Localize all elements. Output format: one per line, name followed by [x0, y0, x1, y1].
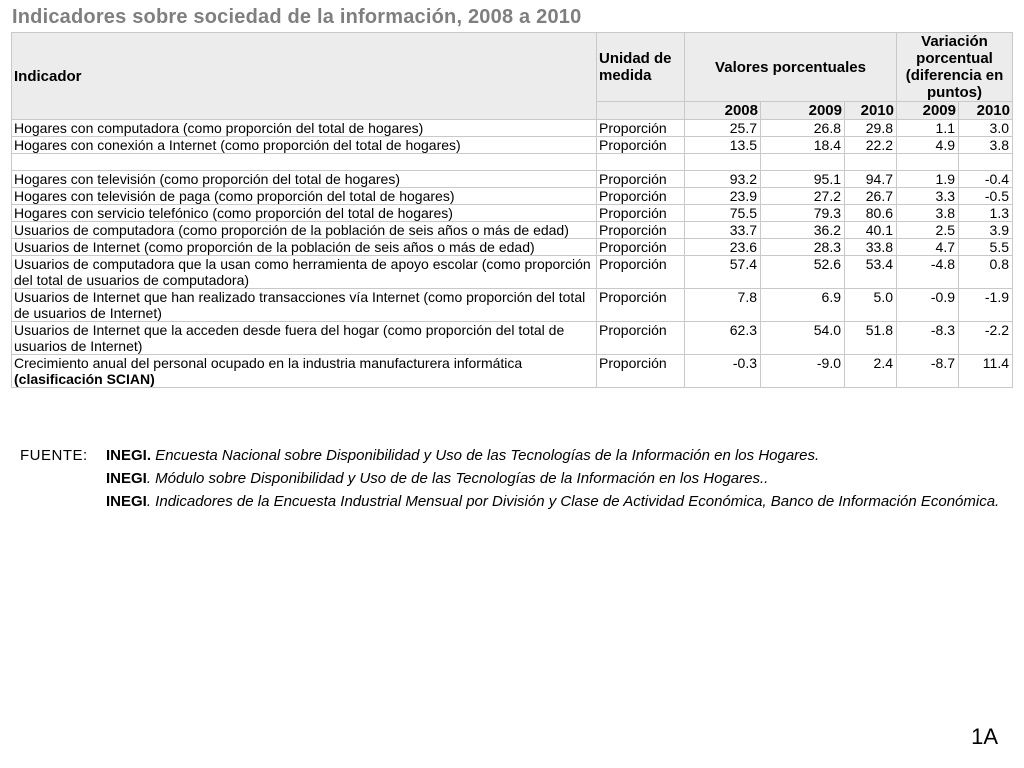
- value-2010-cell: 40.1: [845, 222, 897, 239]
- value-2009-cell: 6.9: [761, 289, 845, 322]
- unidad-cell: Proporción: [597, 120, 685, 137]
- source-org: INEGI: [106, 470, 147, 487]
- source-entry-text: [106, 470, 1010, 487]
- value-2010-cell: 53.4: [845, 256, 897, 289]
- diff-2009-cell: -8.3: [897, 322, 959, 355]
- source-label-spacer: [20, 493, 106, 510]
- value-2010-cell: 29.8: [845, 120, 897, 137]
- value-2009-cell: 27.2: [761, 188, 845, 205]
- indicador-cell: Usuarios de Internet (como proporción de la población de seis años o más de edad): [12, 239, 597, 256]
- value-2010-cell: 80.6: [845, 205, 897, 222]
- value-2009-cell: -9.0: [761, 355, 845, 388]
- diff-2009-cell: 1.1: [897, 120, 959, 137]
- unidad-cell: Proporción: [597, 289, 685, 322]
- value-2008-cell: 13.5: [685, 137, 761, 154]
- diff-2009-cell: -8.7: [897, 355, 959, 388]
- source-entry-text: [106, 493, 1010, 510]
- indicador-cell: Usuarios de computadora (como proporción de la población de seis años o más de edad): [12, 222, 597, 239]
- indicador-cell: Hogares con computadora (como proporción del total de hogares): [12, 120, 597, 137]
- diff-2010-cell: -2.2: [959, 322, 1013, 355]
- diff-2009-cell: 4.9: [897, 137, 959, 154]
- table-row: [12, 355, 1013, 388]
- indicador-text: Crecimiento anual del personal ocupado en la industria manufacturera informática: [14, 355, 523, 371]
- indicador-cell: Hogares con servicio telefónico (como proporción del total de hogares): [12, 205, 597, 222]
- diff-2010-cell: -1.9: [959, 289, 1013, 322]
- source-description: . Indicadores de la Encuesta Industrial Mensual por División y Clase de Actividad Económica, Banco de Información Económica.: [146, 493, 1000, 510]
- value-2010-cell: 94.7: [845, 171, 897, 188]
- indicador-cell: Hogares con televisión de paga (como proporción del total de hogares): [12, 188, 597, 205]
- table-row: [12, 188, 1013, 205]
- header-variacion: Variación porcentual (diferencia en puntos): [897, 33, 1013, 102]
- table-row: [12, 322, 1013, 355]
- page-title: Indicadores sobre sociedad de la información, 2008 a 2010: [12, 6, 582, 28]
- diff-2010-cell: 5.5: [959, 239, 1013, 256]
- unidad-cell: Proporción: [597, 205, 685, 222]
- unidad-cell: Proporción: [597, 137, 685, 154]
- diff-2010-cell: 0.8: [959, 256, 1013, 289]
- diff-2009-cell: 2.5: [897, 222, 959, 239]
- value-2008-cell: 57.4: [685, 256, 761, 289]
- indicators-table: [11, 32, 1013, 388]
- table-row: [12, 289, 1013, 322]
- source-entry: [20, 493, 1010, 510]
- diff-2010-cell: 1.3: [959, 205, 1013, 222]
- value-2010-cell: 33.8: [845, 239, 897, 256]
- source-entry: [20, 447, 1010, 464]
- diff-2009-cell: -4.8: [897, 256, 959, 289]
- diff-2009-cell: 1.9: [897, 171, 959, 188]
- value-2009-cell: 18.4: [761, 137, 845, 154]
- value-2008-cell: 33.7: [685, 222, 761, 239]
- diff-2010-cell: 3.0: [959, 120, 1013, 137]
- diff-2010-cell: 3.9: [959, 222, 1013, 239]
- source-org: INEGI: [106, 493, 147, 510]
- unidad-cell: Proporción: [597, 239, 685, 256]
- slide-number: 1A: [971, 724, 998, 749]
- header-indicador: Indicador: [12, 33, 597, 120]
- source-description: . Módulo sobre Disponibilidad y Uso de de las Tecnologías de la Información en los Hogares..: [146, 470, 769, 487]
- indicador-cell: Hogares con conexión a Internet (como proporción del total de hogares): [12, 137, 597, 154]
- value-2008-cell: 23.9: [685, 188, 761, 205]
- table-row: [12, 222, 1013, 239]
- header-unidad-blank: [597, 102, 685, 120]
- header-unidad: Unidad de medida: [597, 33, 685, 102]
- diff-2009-cell: 4.7: [897, 239, 959, 256]
- header-valores: Valores porcentuales: [685, 33, 897, 102]
- diff-2009-cell: 3.8: [897, 205, 959, 222]
- value-2008-cell: 75.5: [685, 205, 761, 222]
- source-description: Encuesta Nacional sobre Disponibilidad y Uso de las Tecnologías de la Información en los Hogares.: [155, 447, 820, 464]
- unidad-cell: Proporción: [597, 256, 685, 289]
- diff-2010-cell: 3.8: [959, 137, 1013, 154]
- value-2009-cell: 26.8: [761, 120, 845, 137]
- diff-2009-cell: -0.9: [897, 289, 959, 322]
- header-year-2008: 2008: [685, 102, 761, 120]
- indicador-cell: Usuarios de computadora que la usan como herramienta de apoyo escolar (como proporción del total de usuarios de computadora): [12, 256, 597, 289]
- value-2010-cell: 2.4: [845, 355, 897, 388]
- source-label: FUENTE:: [20, 447, 88, 464]
- indicators-table-container: [11, 32, 1012, 388]
- diff-2010-cell: 11.4: [959, 355, 1013, 388]
- value-2008-cell: 25.7: [685, 120, 761, 137]
- value-2008-cell: 62.3: [685, 322, 761, 355]
- indicador-cell: Hogares con televisión (como proporción del total de hogares): [12, 171, 597, 188]
- value-2008-cell: -0.3: [685, 355, 761, 388]
- value-2010-cell: 5.0: [845, 289, 897, 322]
- table-spacer-row: [12, 154, 1013, 171]
- value-2009-cell: 79.3: [761, 205, 845, 222]
- source-entry: [20, 470, 1010, 487]
- table-row: [12, 205, 1013, 222]
- value-2010-cell: 51.8: [845, 322, 897, 355]
- unidad-cell: Proporción: [597, 322, 685, 355]
- table-row: [12, 120, 1013, 137]
- source-label-spacer: [20, 470, 106, 487]
- table-body: [12, 120, 1013, 388]
- table-header: [12, 33, 1013, 120]
- diff-2009-cell: 3.3: [897, 188, 959, 205]
- header-var-year-2009: 2009: [897, 102, 959, 120]
- indicador-cell: Usuarios de Internet que la acceden desde fuera del hogar (como proporción del total de usuarios de Internet): [12, 322, 597, 355]
- header-year-2010: 2010: [845, 102, 897, 120]
- table-row: [12, 171, 1013, 188]
- indicador-note: (clasificación SCIAN): [14, 371, 155, 387]
- table-row: [12, 239, 1013, 256]
- value-2010-cell: 26.7: [845, 188, 897, 205]
- unidad-cell: Proporción: [597, 355, 685, 388]
- source-org: INEGI.: [106, 447, 152, 464]
- diff-2010-cell: -0.4: [959, 171, 1013, 188]
- unidad-cell: Proporción: [597, 171, 685, 188]
- value-2009-cell: 54.0: [761, 322, 845, 355]
- value-2009-cell: 28.3: [761, 239, 845, 256]
- source-notes: [20, 447, 1010, 516]
- value-2008-cell: 93.2: [685, 171, 761, 188]
- value-2008-cell: 23.6: [685, 239, 761, 256]
- value-2008-cell: 7.8: [685, 289, 761, 322]
- header-var-year-2010: 2010: [959, 102, 1013, 120]
- value-2009-cell: 52.6: [761, 256, 845, 289]
- header-year-2009: 2009: [761, 102, 845, 120]
- value-2010-cell: 22.2: [845, 137, 897, 154]
- indicador-cell: Usuarios de Internet que han realizado transacciones vía Internet (como proporción del total de usuarios de Internet): [12, 289, 597, 322]
- value-2009-cell: 36.2: [761, 222, 845, 239]
- diff-2010-cell: -0.5: [959, 188, 1013, 205]
- source-entry-text: [106, 447, 1010, 464]
- table-row: [12, 256, 1013, 289]
- table-row: [12, 137, 1013, 154]
- unidad-cell: Proporción: [597, 188, 685, 205]
- value-2009-cell: 95.1: [761, 171, 845, 188]
- unidad-cell: Proporción: [597, 222, 685, 239]
- indicador-cell: [12, 355, 597, 388]
